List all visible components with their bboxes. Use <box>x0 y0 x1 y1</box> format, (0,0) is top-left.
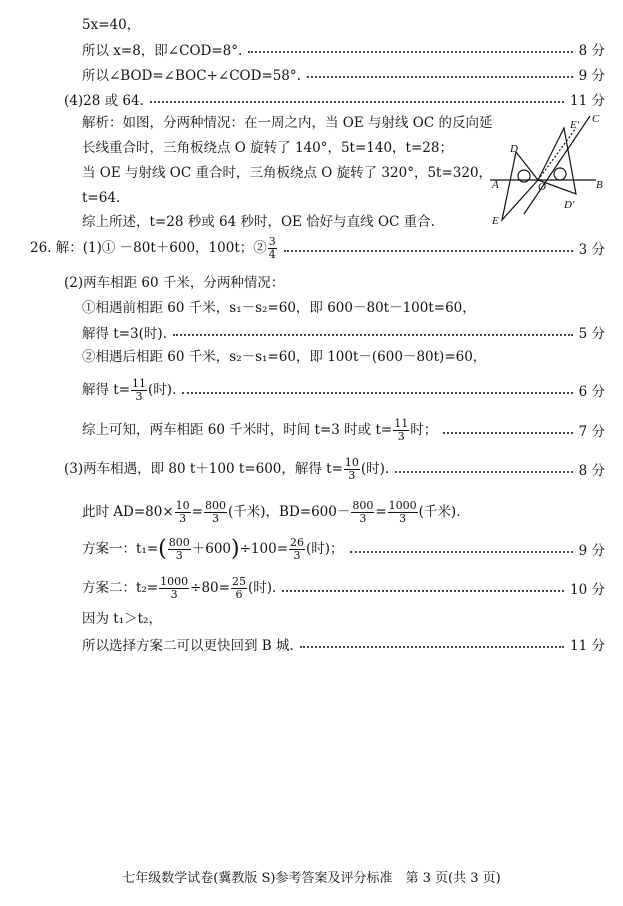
fraction: $\frac{11}{3}$ <box>132 376 147 403</box>
fraction: $\frac{1000}{3}$ <box>160 574 189 601</box>
label-o: O <box>538 181 546 193</box>
equation-line: 5x=40， <box>82 17 141 33</box>
answer-row <box>82 40 605 58</box>
leader-dots <box>173 334 573 336</box>
triangle-left <box>502 152 538 220</box>
angle-circle-right <box>554 168 566 180</box>
label-d-prime: D′ <box>564 199 575 211</box>
analysis-line: t=64. <box>82 190 121 206</box>
answer-text: 26. 解：(1)① －80t＋600，100t；② $\frac{3}{4}$ <box>30 234 276 261</box>
answer-row <box>82 635 605 653</box>
fraction: $\frac{10}{3}$ <box>344 455 359 482</box>
label-d: D <box>510 143 518 155</box>
fraction: $\frac{26}{3}$ <box>290 535 305 562</box>
score-label: 10 分 <box>570 582 605 598</box>
fraction: $\frac{800}{3}$ <box>168 535 190 562</box>
answer-text: 解得 t=3(时). <box>82 326 167 342</box>
answer-row <box>82 574 605 601</box>
answer-text: 综上可知，两车相距 60 千米时，时间 t=3 时或 t= $\frac{11}{3}$ 时； <box>82 416 438 443</box>
analysis-line: 长线重合时，三角板绕点 O 旋转了 140°，5t=140，t=28； <box>82 140 453 156</box>
case-line: ②相遇后相距 60 千米，s₂－s₁=60，即 100t－(600－80t)=60， <box>82 349 487 365</box>
fraction: $\frac{25}{6}$ <box>231 574 246 601</box>
geometry-figure <box>486 110 608 228</box>
leader-dots <box>395 471 572 473</box>
answer-row <box>64 455 605 482</box>
answer-row <box>82 65 605 83</box>
leader-dots <box>248 51 572 53</box>
answer-text: 所以∠BOD=∠BOC+∠COD=58°. <box>82 68 301 84</box>
answer-text: 所以 x=8，即∠COD=8°. <box>82 43 243 59</box>
label-a: A <box>492 179 499 191</box>
answer-text: (3)两车相遇，即 80 t＋100 t=600，解得 t= $\frac{10}{3}$ (时). <box>64 455 390 482</box>
answer-row <box>30 234 605 261</box>
part-intro: (2)两车相距 60 千米，分两种情况： <box>64 275 285 291</box>
distance-line: 此时 AD=80× $\frac{10}{3}$ = $\frac{800}{3}$ (千米)，BD=600－ $\frac{800}{3}$ = $\frac{1000}{3}$ (千米). <box>82 499 461 525</box>
ray-oc <box>524 116 590 214</box>
analysis-line: 解析：如图，分两种情况：在一周之内，当 OE 与射线 OC 的反向延 <box>82 115 493 131</box>
case-line: ①相遇前相距 60 千米，s₁－s₂=60，即 600－80t－100t=60， <box>82 300 476 316</box>
fraction: $\frac{800}{3}$ <box>204 499 226 525</box>
leader-dots <box>300 646 564 648</box>
leader-dots <box>284 250 573 252</box>
score-label: 8 分 <box>578 43 605 59</box>
leader-dots <box>443 432 572 434</box>
fraction: $\frac{10}{3}$ <box>175 499 190 525</box>
label-c: C <box>592 113 600 125</box>
answer-row <box>82 376 605 403</box>
score-label: 11 分 <box>570 93 605 109</box>
leader-dots <box>150 101 564 103</box>
answer-row <box>64 90 605 108</box>
leader-dots <box>307 76 573 78</box>
answer-text: 解得 t= $\frac{11}{3}$ (时). <box>82 376 177 403</box>
fraction: $\frac{800}{3}$ <box>352 499 374 525</box>
answer-row <box>82 535 605 562</box>
score-label: 8 分 <box>578 463 605 479</box>
label-b: B <box>596 179 603 191</box>
analysis-line: 当 OE 与射线 OC 重合时，三角板绕点 O 旋转了 320°，5t=320， <box>82 165 493 181</box>
page-footer: 七年级数学试卷(冀教版 S)参考答案及评分标准 第 3 页(共 3 页) <box>122 871 501 886</box>
comparison-line: 因为 t₁＞t₂， <box>82 611 162 627</box>
fraction: $\frac{11}{3}$ <box>394 416 409 443</box>
fraction: $\frac{1000}{3}$ <box>388 499 417 525</box>
leader-dots <box>350 551 573 553</box>
label-e-prime: E′ <box>570 119 580 131</box>
score-label: 5 分 <box>578 326 605 342</box>
answer-text: (4)28 或 64. <box>64 93 144 109</box>
score-label: 6 分 <box>578 384 605 400</box>
score-label: 3 分 <box>578 242 605 258</box>
score-label: 9 分 <box>578 543 605 559</box>
score-label: 9 分 <box>578 68 605 84</box>
leader-dots <box>182 392 572 394</box>
leader-dots <box>282 590 564 592</box>
analysis-line: 综上所述，t=28 秒或 64 秒时，OE 恰好与直线 OC 重合. <box>82 214 435 230</box>
label-e: E <box>492 215 499 227</box>
fraction: $\frac{3}{4}$ <box>268 234 276 261</box>
score-label: 7 分 <box>578 424 605 440</box>
answer-text: 方案一：t₁=( $\frac{800}{3}$ ＋600)÷100= $\frac{26}{3}$ (时)； <box>82 535 344 562</box>
answer-text: 所以选择方案二可以更快回到 B 城. <box>82 638 294 654</box>
dashed-line <box>538 128 576 180</box>
answer-row <box>82 323 605 341</box>
answer-text: 方案二：t₂= $\frac{1000}{3}$ ÷80= $\frac{25}{6}$ (时). <box>82 574 277 601</box>
answer-row <box>82 416 605 443</box>
score-label: 11 分 <box>570 638 605 654</box>
